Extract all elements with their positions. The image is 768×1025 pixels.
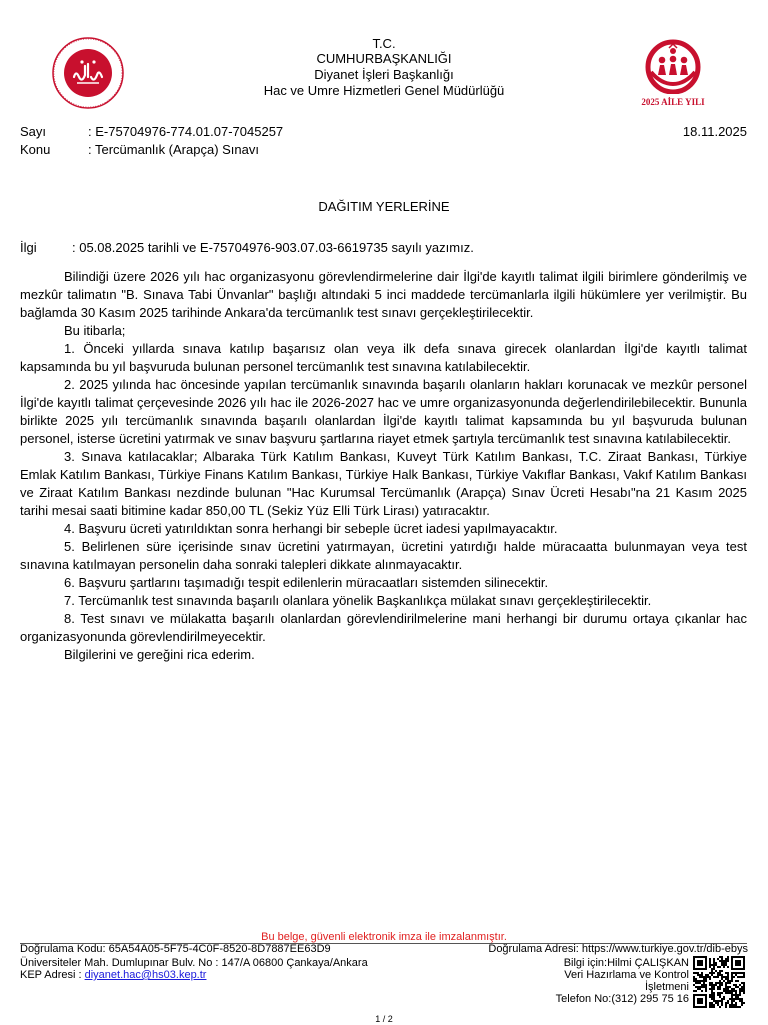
letter-body xyxy=(20,268,747,664)
sayi-label: Sayı xyxy=(20,124,47,139)
verification-address: Doğrulama Adresi: https://www.turkiye.gov.tr/dib-ebys xyxy=(488,943,748,955)
body-paragraph-2: Bu itibarla; xyxy=(64,323,126,338)
aile-yili-caption: 2025 AİLE YILI xyxy=(641,97,705,107)
postal-address: Üniversiteler Mah. Dumlupınar Bulv. No : 147/A 06800 Çankaya/Ankara xyxy=(20,957,368,969)
contact-title-2: İşletmeni xyxy=(644,981,689,993)
verification-code: Doğrulama Kodu: 65A54A05-5F75-4C0F-8520-8D7887EE63D9 xyxy=(20,943,331,955)
qr-code xyxy=(693,956,745,1008)
ilgi-value: : 05.08.2025 tarihli ve E-75704976-903.07.03-6619735 sayılı yazımız. xyxy=(72,240,474,255)
body-item-7: 7. Tercümanlık test sınavında başarılı olanlara yönelik Başkanlıkça mülakat sınavı gerçekleştirilecektir. xyxy=(64,593,652,608)
recipient-heading: DAĞITIM YERLERİNE xyxy=(318,199,450,214)
contact-person: Bilgi için:Hilmi ÇALIŞKAN xyxy=(563,957,689,969)
body-item-1: 1. Önceki yıllarda sınava katılıp başarısız olan veya ilk defa sınava girecek olanlardan İlgi'de kayıtlı talimat kapsamında bu yıl başvuruda bulunan personel tercümanlık test sınavına katılabilecektir. xyxy=(20,341,747,374)
body-item-8: 8. Test sınavı ve mülakatta başarılı olanlardan görevlendirilmelerine mani herhangi bir durumu ortaya çıkanlar hac organizasyonunda görevlendirilmeyecektir. xyxy=(20,611,747,644)
kep-email-link[interactable]: diyanet.hac@hs03.kep.tr xyxy=(84,969,207,981)
page-number: 1 / 2 xyxy=(375,1014,393,1024)
sayi-value: : E-75704976-774.01.07-7045257 xyxy=(88,124,284,139)
body-item-4: 4. Başvuru ücreti yatırıldıktan sonra herhangi bir sebeple ücret iadesi yapılmayacaktır. xyxy=(64,521,558,536)
header-tc: T.C. xyxy=(372,36,396,51)
header-cumhurbaskanligi: CUMHURBAŞKANLIĞI xyxy=(316,51,452,66)
body-item-5: 5. Belirlenen süre içerisinde sınav ücretini yatırmayan, ücretini yatırdığı halde müracaatta bulunmayan veya test sınavına katılmayan personelin daha sonraki talepleri dikkate alınmayacaktır. xyxy=(20,539,747,572)
konu-label: Konu xyxy=(20,142,51,157)
document-date: 18.11.2025 xyxy=(682,124,747,139)
header-diyanet: Diyanet İşleri Başkanlığı xyxy=(314,67,454,82)
kep-address xyxy=(20,969,206,981)
ilgi-label: İlgi xyxy=(20,240,37,255)
body-item-2: 2. 2025 yılında hac öncesinde yapılan tercümanlık sınavında başarılı olanların hakları korunacak ve mezkûr personel İlgi'de kayıtlı talimat çerçevesinde 2026 yılı hac ile 2026-2027 hac ve umre organizasyonunda değerlendirilebilecektir. Bununla birlikte 2025 yılı tercümanlık sınavında başarılı olanlardan İlgi'de kayıtlı talimat kapsamında bu yıl başvuruda bulunan personel, isterse ücretini yatırmak ve sınav başvuru şartlarına riayet etmek şartıyla tercümanlık test sınavına katılabilecektir. xyxy=(20,377,747,446)
sayi-row xyxy=(20,125,283,139)
ilgi-row xyxy=(20,241,474,255)
body-paragraph-1: Bilindiği üzere 2026 yılı hac organizasyonu görevlendirmelerine dair İlgi'de kayıtlı talimat ilgili birimlere gönderilmiş ve mezkûr talimatın "B. Sınava Tabi Ünvanlar" başlığı altındaki 5 inci maddede tercümanlarla ilgili hükümlere yer verilmiştir. Bu bağlamda 30 Kasım 2025 tarihinde Ankara'da tercümanlık test sınavı gerçekleştirilecektir. xyxy=(20,269,747,320)
kep-label: KEP Adresi : xyxy=(20,969,85,981)
body-item-6: 6. Başvuru şartlarını taşımadığı tespit edilenlerin müracaatları sistemden silinecektir. xyxy=(64,575,549,590)
esign-notice: Bu belge, güvenli elektronik imza ile imzalanmıştır. xyxy=(261,931,507,943)
konu-row xyxy=(20,143,259,157)
konu-value: : Tercümanlık (Arapça) Sınavı xyxy=(88,142,259,157)
contact-title-1: Veri Hazırlama ve Kontrol xyxy=(564,969,689,981)
closing-line: Bilgilerini ve gereğini rica ederim. xyxy=(64,647,255,662)
header-genel-mudurluk: Hac ve Umre Hizmetleri Genel Müdürlüğü xyxy=(263,83,505,98)
contact-info xyxy=(556,957,689,1005)
contact-phone: Telefon No:(312) 295 75 16 xyxy=(555,993,689,1005)
body-item-3: 3. Sınava katılacaklar; Albaraka Türk Katılım Bankası, Kuveyt Türk Katılım Bankası, T.C. Ziraat Bankası, Türkiye Emlak Katılım Bankası, Türkiye Finans Katılım Bankası, Türkiye Halk Bankası, Türkiye Vakıflar Bankası, Vakıf Katılım Bankası ve Ziraat Katılım Bankası nezdinde bulunan "Hac Kurumsal Tercümanlık (Arapça) Sınav Ücreti Hesabı"na 21 Kasım 2025 tarihi mesai saati bitimine kadar 850,00 TL (Sekiz Yüz Elli Türk Lirası) yatıracaktır. xyxy=(20,449,747,518)
